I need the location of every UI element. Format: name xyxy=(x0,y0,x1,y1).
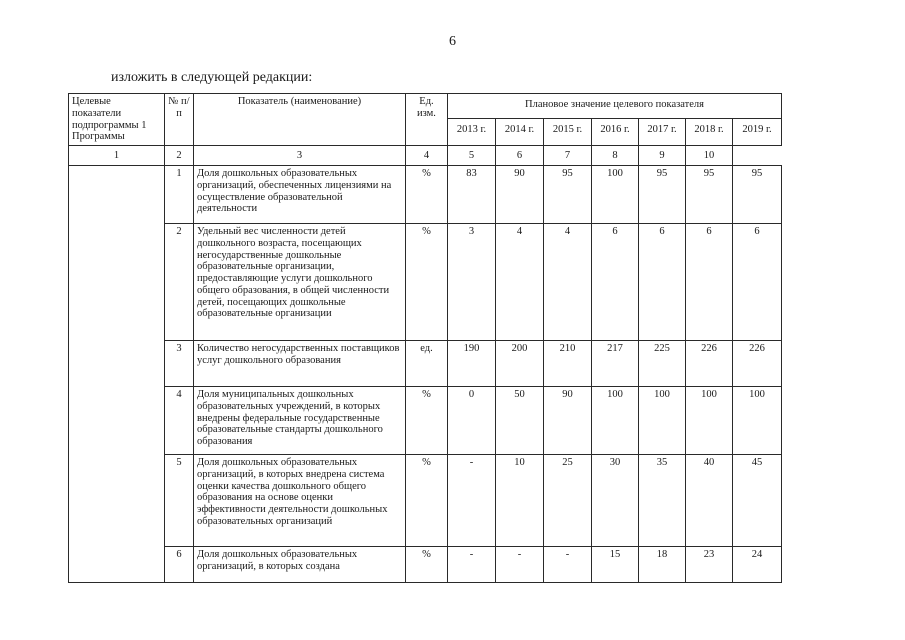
unit: ед. xyxy=(406,341,448,387)
value-2013: 190 xyxy=(448,341,496,387)
value-2017: 95 xyxy=(639,166,686,224)
header-row xyxy=(69,94,782,119)
value-2014: 90 xyxy=(496,166,544,224)
value-2015: - xyxy=(544,547,592,583)
value-2015: 210 xyxy=(544,341,592,387)
unit: % xyxy=(406,224,448,341)
row-number: 4 xyxy=(165,387,194,455)
header-year: 2013 г. xyxy=(448,118,496,145)
indicator-name: Доля дошкольных образовательных организаций, в которых внедрена система оценки качества дошкольного общего образования на основе оценки эффективности деятельности дошкольных образовательных организаций xyxy=(194,455,406,547)
table-row xyxy=(69,224,782,341)
indicator-name: Количество негосударственных поставщиков услуг дошкольного образования xyxy=(194,341,406,387)
target-indicators-cell xyxy=(69,166,165,583)
value-2017: 100 xyxy=(639,387,686,455)
row-number: 2 xyxy=(165,224,194,341)
column-number: 3 xyxy=(194,146,406,166)
value-2017: 6 xyxy=(639,224,686,341)
value-2014: - xyxy=(496,547,544,583)
indicator-name: Доля муниципальных дошкольных образовательных учреждений, в которых внедрены федеральные государственные образовательные стандарты дошкольного образования xyxy=(194,387,406,455)
header-indicator-name: Показатель (наименование) xyxy=(194,94,406,146)
table-row xyxy=(69,455,782,547)
value-2016: 15 xyxy=(592,547,639,583)
value-2015: 25 xyxy=(544,455,592,547)
value-2018: 6 xyxy=(686,224,733,341)
page-number: 6 xyxy=(449,34,456,49)
column-number: 7 xyxy=(544,146,592,166)
value-2013: 0 xyxy=(448,387,496,455)
value-2013: 83 xyxy=(448,166,496,224)
header-target-indicators: Целевые показатели подпрограммы 1 Программы xyxy=(69,94,165,146)
unit: % xyxy=(406,166,448,224)
value-2017: 35 xyxy=(639,455,686,547)
value-2018: 95 xyxy=(686,166,733,224)
value-2016: 6 xyxy=(592,224,639,341)
value-2014: 10 xyxy=(496,455,544,547)
value-2017: 18 xyxy=(639,547,686,583)
value-2013: - xyxy=(448,547,496,583)
value-2019: 226 xyxy=(733,341,782,387)
row-number: 1 xyxy=(165,166,194,224)
value-2016: 100 xyxy=(592,166,639,224)
value-2019: 6 xyxy=(733,224,782,341)
value-2013: 3 xyxy=(448,224,496,341)
header-year: 2019 г. xyxy=(733,118,782,145)
value-2019: 24 xyxy=(733,547,782,583)
column-number: 8 xyxy=(592,146,639,166)
value-2016: 100 xyxy=(592,387,639,455)
value-2015: 95 xyxy=(544,166,592,224)
value-2016: 217 xyxy=(592,341,639,387)
value-2019: 45 xyxy=(733,455,782,547)
row-number: 3 xyxy=(165,341,194,387)
unit: % xyxy=(406,387,448,455)
header-year: 2018 г. xyxy=(686,118,733,145)
header-year: 2017 г. xyxy=(639,118,686,145)
header-unit: Ед. изм. xyxy=(406,94,448,146)
column-number: 9 xyxy=(639,146,686,166)
table-row xyxy=(69,387,782,455)
column-number: 5 xyxy=(448,146,496,166)
unit: % xyxy=(406,547,448,583)
indicator-name: Доля дошкольных образовательных организаций, в которых создана xyxy=(194,547,406,583)
value-2018: 40 xyxy=(686,455,733,547)
table-row xyxy=(69,166,782,224)
value-2018: 23 xyxy=(686,547,733,583)
value-2017: 225 xyxy=(639,341,686,387)
header-year: 2014 г. xyxy=(496,118,544,145)
value-2015: 90 xyxy=(544,387,592,455)
value-2016: 30 xyxy=(592,455,639,547)
table-row xyxy=(69,341,782,387)
indicator-name: Доля дошкольных образовательных организаций, обеспеченных лицензиями на осуществление образовательной деятельности xyxy=(194,166,406,224)
column-number: 1 xyxy=(69,146,165,166)
value-2014: 50 xyxy=(496,387,544,455)
row-number: 6 xyxy=(165,547,194,583)
value-2015: 4 xyxy=(544,224,592,341)
value-2019: 100 xyxy=(733,387,782,455)
column-number: 6 xyxy=(496,146,544,166)
header-year: 2015 г. xyxy=(544,118,592,145)
value-2019: 95 xyxy=(733,166,782,224)
value-2014: 200 xyxy=(496,341,544,387)
column-number: 2 xyxy=(165,146,194,166)
column-number: 4 xyxy=(406,146,448,166)
indicators-table xyxy=(68,93,782,583)
header-planned-value: Плановое значение целевого показателя xyxy=(448,94,782,119)
header-number: № п/п xyxy=(165,94,194,146)
table-row xyxy=(69,547,782,583)
value-2013: - xyxy=(448,455,496,547)
value-2018: 100 xyxy=(686,387,733,455)
column-number: 10 xyxy=(686,146,733,166)
unit: % xyxy=(406,455,448,547)
column-number-row xyxy=(69,146,782,166)
header-year: 2016 г. xyxy=(592,118,639,145)
indicator-name: Удельный вес численности детей дошкольного возраста, посещающих негосударственные дошкольные образовательные организации, предоставляющие услуги дошкольного общего образования, в общей численности детей, посещающих дошкольные образовательные организации xyxy=(194,224,406,341)
value-2014: 4 xyxy=(496,224,544,341)
row-number: 5 xyxy=(165,455,194,547)
value-2018: 226 xyxy=(686,341,733,387)
intro-text: изложить в следующей редакции: xyxy=(111,70,313,85)
